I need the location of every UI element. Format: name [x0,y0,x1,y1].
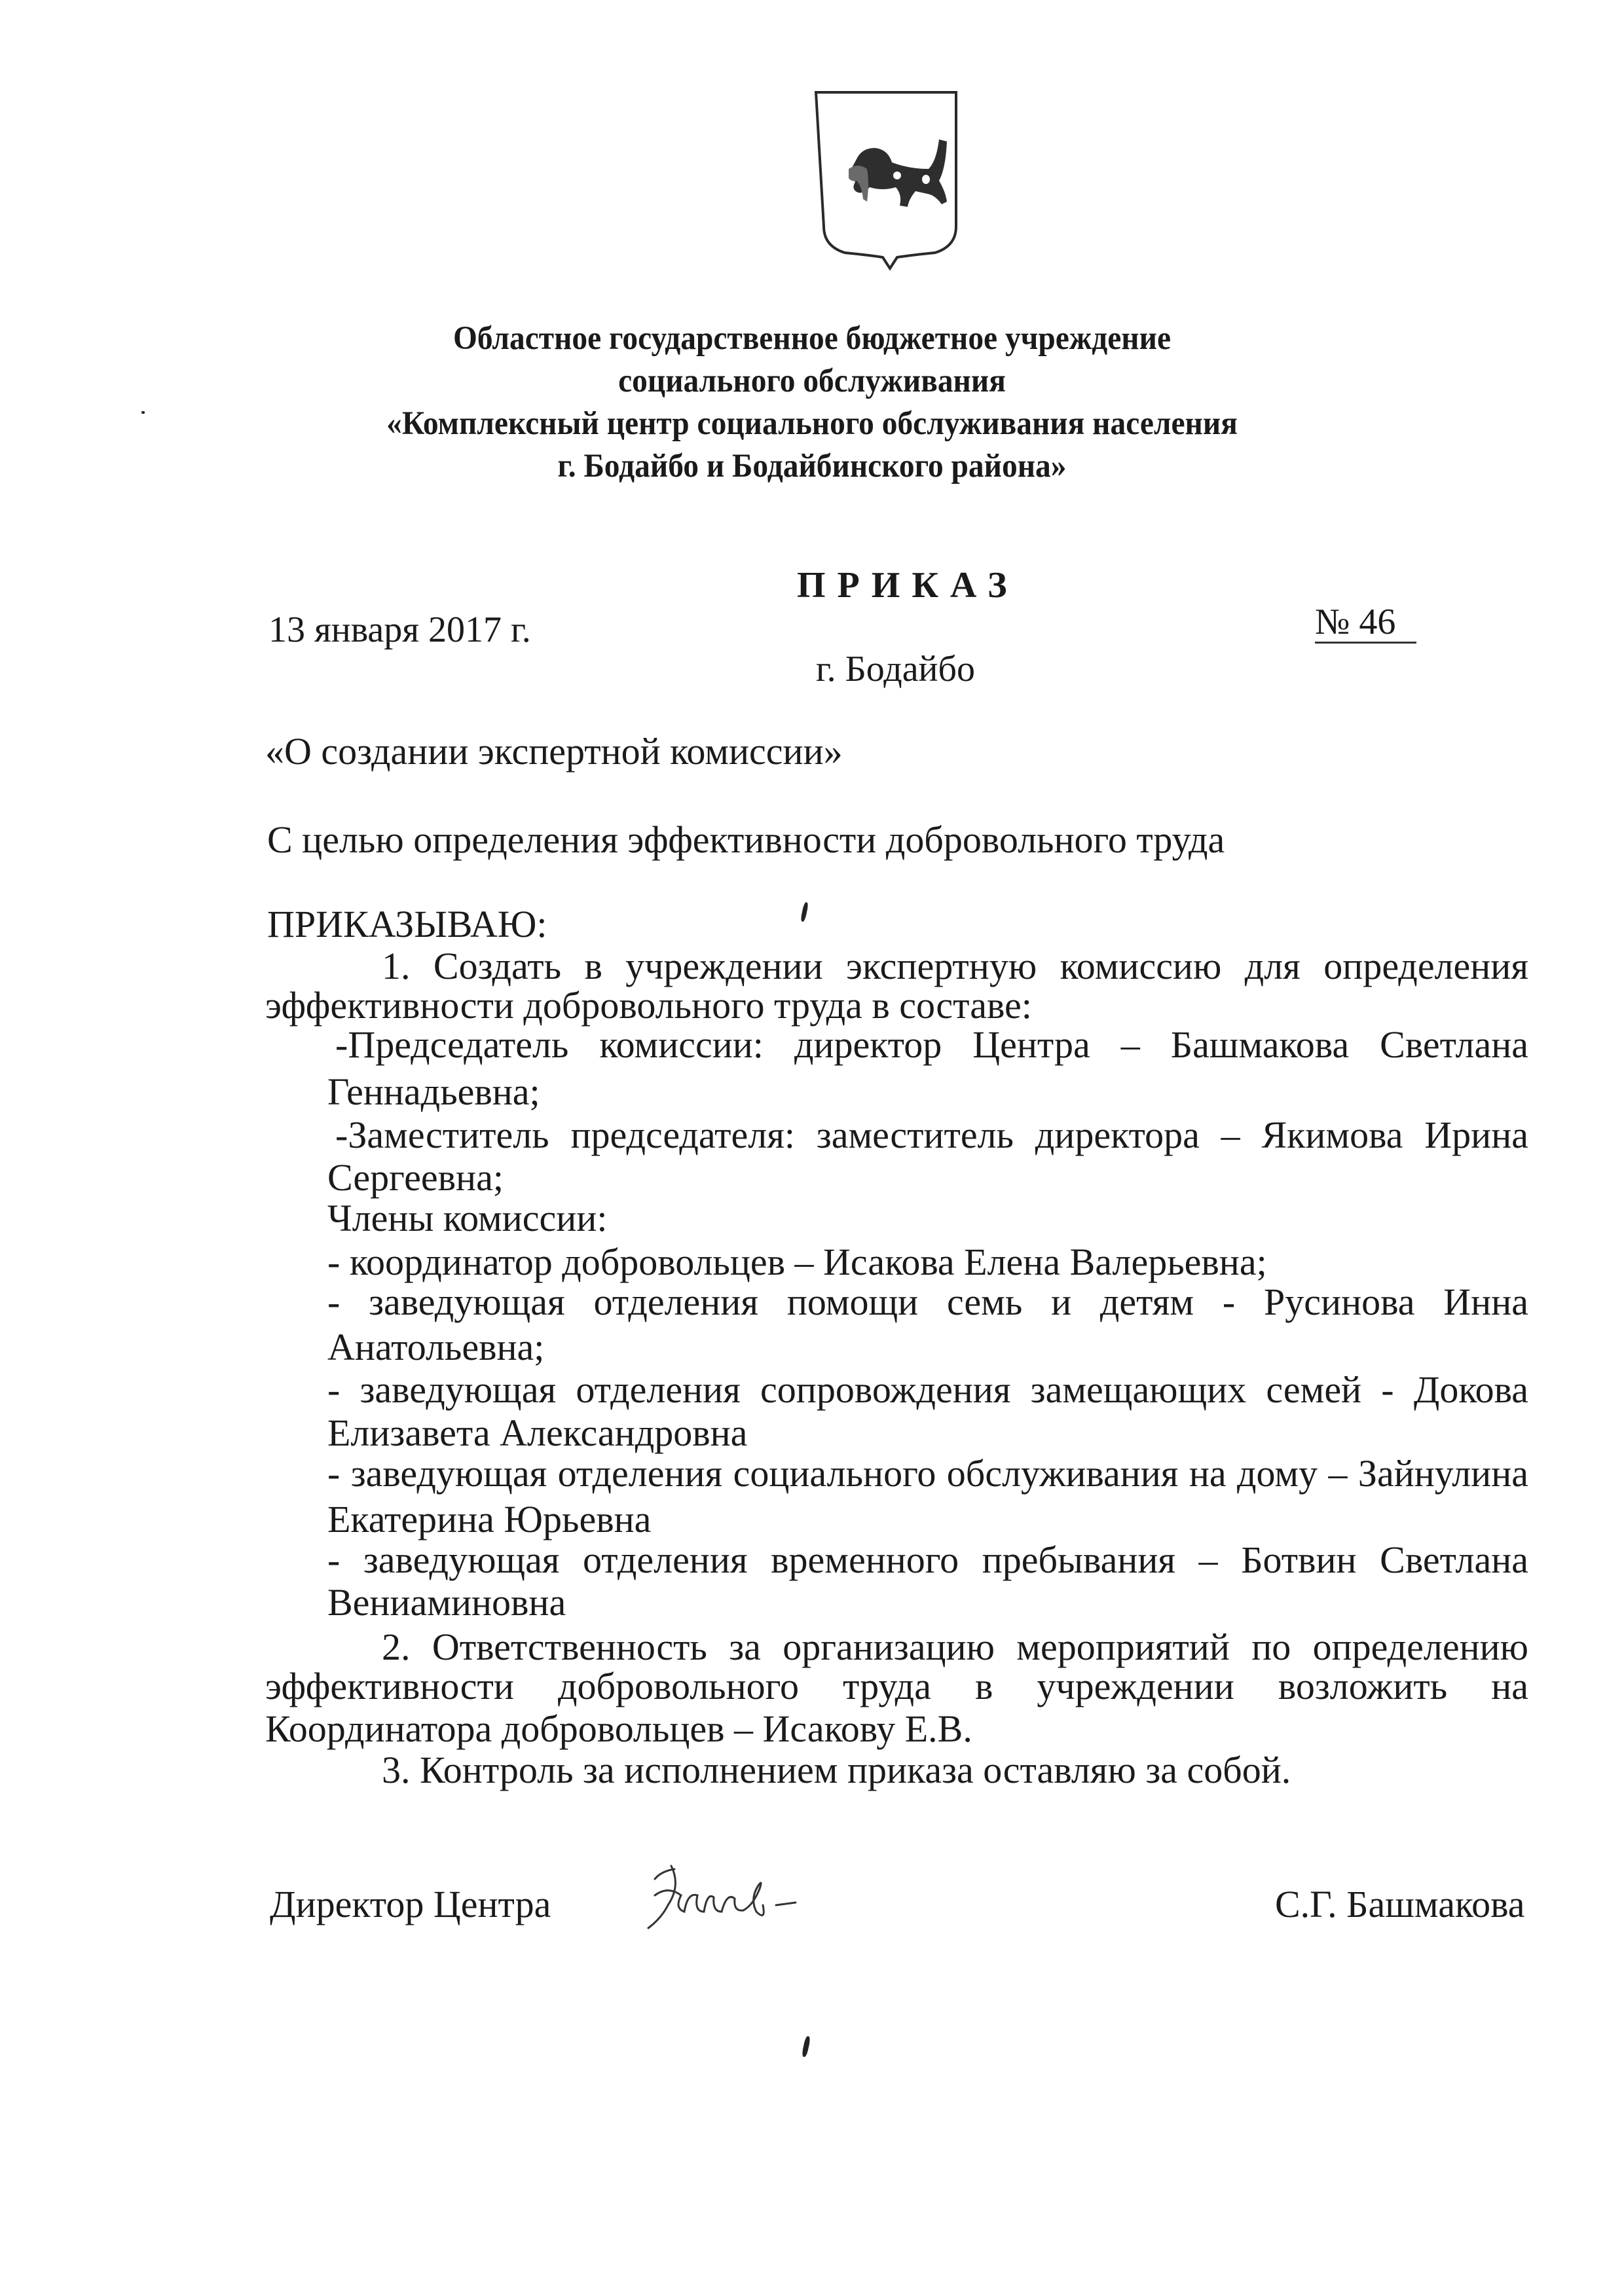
order-directive: ПРИКАЗЫВАЮ: [267,903,547,945]
org-name-line-1: Областное государственное бюджетное учреждение [452,320,1172,357]
org-name-line-3: «Комплексный центр социального обслуживания населения [386,405,1238,442]
scan-speck [802,2036,811,2058]
order-subject: «О создании экспертной комиссии» [265,730,843,773]
member-2-line-2: Анатольевна; [327,1326,545,1368]
order-title: ПРИКАЗ [797,565,1019,606]
member-5-line-1: - заведующая отделения временного пребывания – Ботвин Светлана [327,1539,1528,1581]
item-1-line-2: эффективности добровольного труда в составе: [265,984,1032,1027]
chair-line-2: Геннадьевна; [327,1070,540,1113]
item-3: 3. Контроль за исполнением приказа оставляю за собой. [382,1749,1291,1791]
members-label: Члены комиссии: [327,1197,608,1239]
member-3-line-1: - заведующая отделения сопровождения замещающих семей - Докова [327,1368,1528,1411]
member-3-line-2: Елизавета Александровна [327,1412,748,1454]
coat-of-arms-icon [811,77,969,271]
member-4-line-2: Екатерина Юрьевна [327,1498,652,1540]
signatory-name: С.Г. Башмакова [1275,1883,1525,1925]
org-name-line-4: г. Бодайбо и Бодайбинского района» [557,448,1067,484]
signatory-position: Директор Центра [270,1883,551,1925]
member-1: - координатор добровольцев – Исакова Елена Валерьевна; [327,1241,1267,1283]
org-name-line-2: социального обслуживания [618,363,1006,399]
item-2-line-2: эффективности добровольного труда в учреждении возложить на [265,1665,1528,1707]
order-date: 13 января 2017 г. [268,610,531,650]
member-5-line-2: Вениаминовна [327,1581,566,1624]
chair-line-1: -Председатель комиссии: директор Центра – Башмакова Светлана [335,1023,1528,1066]
scan-speck [800,902,809,922]
item-1-line-1: 1. Создать в учреждении экспертную комиссию для определения [382,945,1528,987]
member-2-line-1: - заведующая отделения помощи семь и детям - Русинова Инна [327,1281,1528,1323]
order-number: № 46 [1315,602,1416,644]
member-4-line-1: - заведующая отделения социального обслуживания на дому – Зайнулина [327,1452,1528,1495]
scan-speck [141,411,145,414]
order-purpose: С целью определения эффективности добровольного труда [267,818,1225,861]
deputy-line-1: -Заместитель председателя: заместитель директора – Якимова Ирина [335,1114,1528,1156]
item-2-line-1: 2. Ответственность за организацию мероприятий по определению [382,1626,1528,1668]
order-city: г. Бодайбо [816,649,976,689]
handwritten-signature [635,1859,858,1935]
item-2-line-3: Координатора добровольцев – Исакову Е.В. [265,1707,972,1750]
deputy-line-2: Сергеевна; [327,1156,504,1199]
